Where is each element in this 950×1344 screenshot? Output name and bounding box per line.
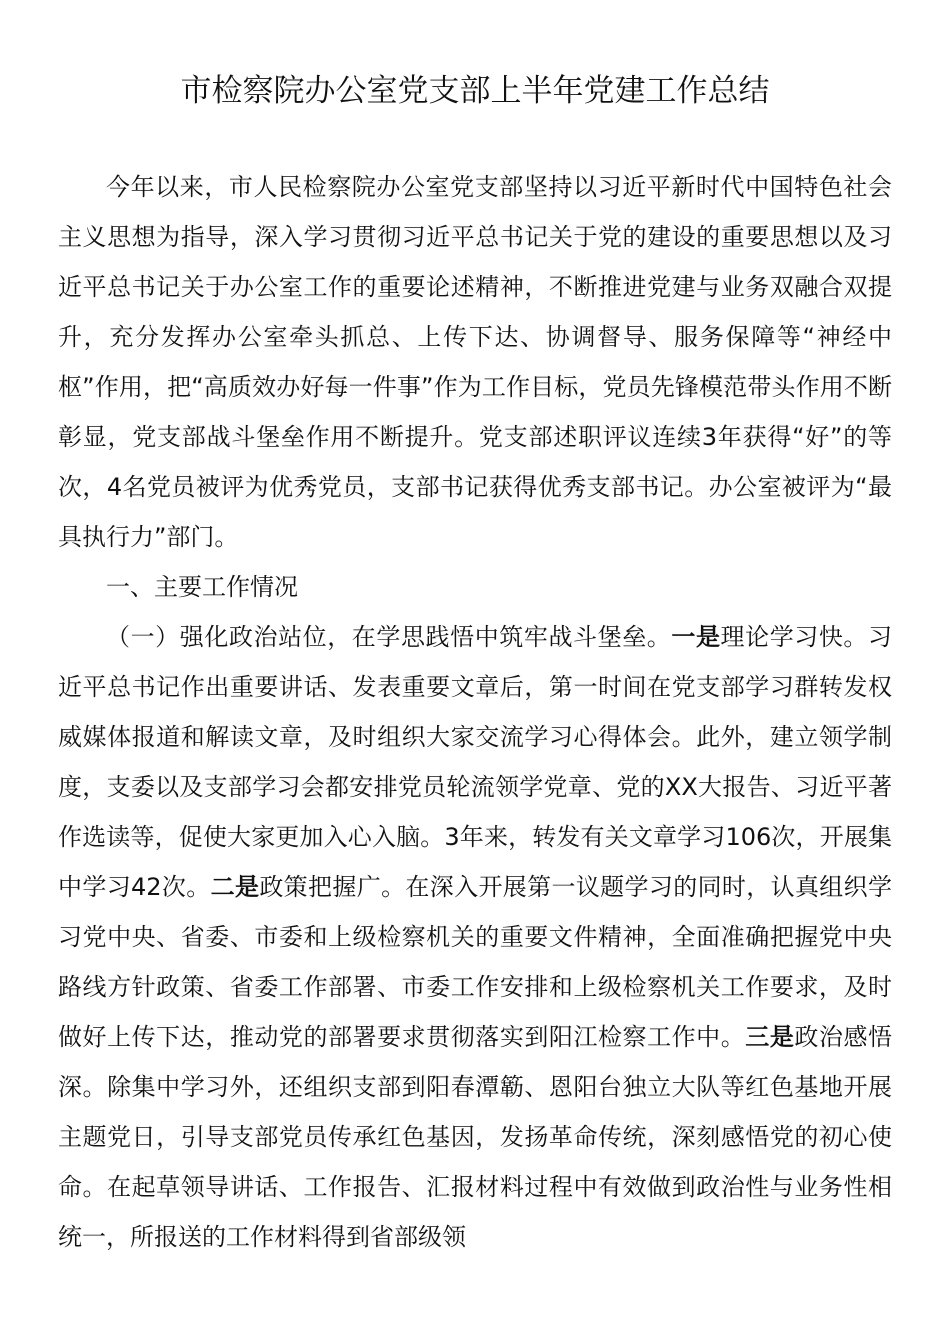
point-3-text: 政治感悟深。除集中学习外，还组织支部到阳春潭簕、恩阳台独立大队等红色基地开展主题党日，引导支部党员传承红色基因，发扬革命传统，深刻感悟党的初心使命。在起草领导讲话、工作报告、汇报材料过程中有效做到政治性与业务性相统一，所报送的工作材料得到省部级领 (58, 1023, 893, 1251)
document-title: 市检察院办公室党支部上半年党建工作总结 (180, 73, 770, 109)
point-3-label: 三是 (745, 1023, 795, 1051)
point-1-text: 理论学习快。习近平总书记作出重要讲话、发表重要文章后，第一时间在党支部学习群转发权威媒体报道和解读文章，及时组织大家交流学习心得体会。此外，建立领学制度，支委以及支部学习会都安排党员轮流领学党章、党的XX大报告、习近平著作选读等，促使大家更加入心入脑。3年来，转发有关文章学习106次，开展集中学习42次。 (58, 623, 893, 901)
point-2-label: 二是 (210, 873, 260, 901)
point-1-label: 一是 (671, 623, 721, 651)
subsection-paragraph (58, 612, 892, 1262)
section-heading: 一、主要工作情况 (106, 573, 298, 601)
point-2-text: 政策把握广。在深入开展第一议题学习的同时，认真组织学习党中央、省委、市委和上级检察机关的重要文件精神，全面准确把握党中央路线方针政策、省委工作部署、市委工作安排和上级检察机关工作要求，及时做好上传下达，推动党的部署要求贯彻落实到阳江检察工作中。 (58, 873, 893, 1051)
subsection-heading: （一）强化政治站位，在学思践悟中筑牢战斗堡垒。 (106, 623, 672, 651)
intro-paragraph: 今年以来，市人民检察院办公室党支部坚持以习近平新时代中国特色社会主义思想为指导，深入学习贯彻习近平总书记关于党的建设的重要思想以及习近平总书记关于办公室工作的重要论述精神，不断推进党建与业务双融合双提升，充分发挥办公室牵头抓总、上传下达、协调督导、服务保障等“神经中枢”作用，把“高质效办好每一件事”作为工作目标，党员先锋模范带头作用不断彰显，党支部战斗堡垒作用不断提升。党支部述职评议连续3年获得“好”的等次，4名党员被评为优秀党员，支部书记获得优秀支部书记。办公室被评为“最具执行力”部门。 (58, 173, 892, 551)
document-body (58, 162, 892, 1262)
